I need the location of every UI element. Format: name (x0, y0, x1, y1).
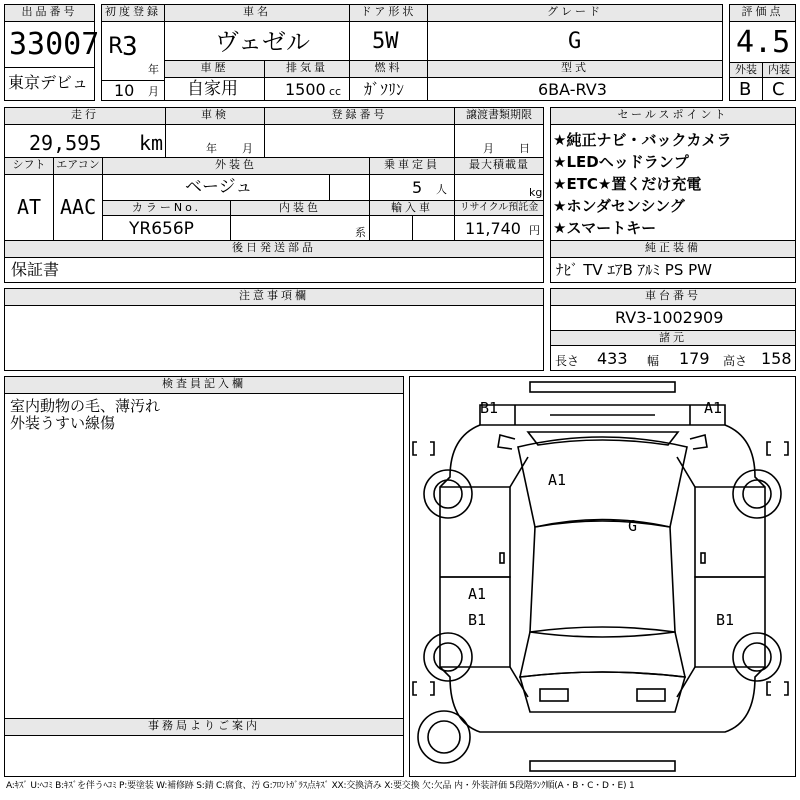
door-cell (349, 21, 428, 61)
grade: G (568, 29, 582, 54)
ac: AAC (60, 195, 97, 219)
interior-header: 内装 (762, 62, 796, 78)
import-cell-2 (412, 215, 455, 241)
fuel-cell (349, 77, 428, 101)
first-reg-cell (101, 21, 165, 81)
lot-number: 33007 (9, 27, 100, 62)
history: 自家用 (187, 79, 238, 99)
ac-cell (53, 174, 103, 241)
recycle-cell (454, 215, 544, 241)
first-reg-month-cell (101, 80, 165, 101)
legend-footer: A:ｷｽﾞ U:ﾍｺﾐ B:ｷｽﾞを伴うﾍｺﾐ P:要塗装 W:補修跡 S:錆 C:腐食、汚 G:ﾌﾛﾝﾄｶﾞﾗｽ点ｷｽﾞ XX:交換済み X:要交換 欠:欠品 内・外装評価 5段階ﾗﾝｸ順(A・B・C・D・E) 1 (6, 781, 635, 791)
mileage-cell (4, 124, 166, 158)
dims-header: 諸元 (550, 330, 796, 346)
damage-mark: A1 (704, 399, 723, 417)
inspector-header: 検査員記入欄 (4, 376, 404, 394)
history-cell (164, 77, 265, 101)
damage-mark: A1 (548, 471, 567, 489)
chassis-number: RV3-1002909 (615, 308, 724, 327)
model-cell (427, 77, 723, 101)
interior-grade: C (772, 79, 785, 100)
inspector-note: 室内動物の毛、薄汚れ (10, 397, 161, 415)
capacity-header: 乗車定員 (369, 157, 455, 175)
kg-unit: kg (529, 186, 543, 199)
height-label: 高さ (723, 354, 748, 368)
equipment-header: 純正装備 (550, 240, 796, 258)
car-outline (410, 377, 795, 776)
exterior-header: 外装 (729, 62, 763, 78)
damage-mark: B1 (468, 611, 487, 629)
notes-header: 注意事項欄 (4, 288, 544, 306)
sales-point: ★純正ナビ・バックカメラ (553, 131, 732, 149)
first-reg-header: 初度登録 (101, 4, 165, 22)
reg-no-cell (264, 124, 455, 158)
color-no: YR656P (129, 219, 194, 239)
car-name-cell (164, 21, 350, 61)
score-header: 評価点 (729, 4, 796, 22)
int-color-header: 内装色 (230, 200, 370, 216)
score: 4.5 (736, 25, 791, 60)
damage-mark: A1 (468, 585, 487, 603)
inspection-month-unit: 月 (242, 142, 253, 155)
length: 433 (597, 349, 628, 368)
transfer-month-unit: 月 (483, 142, 494, 155)
ac-header: エアコン (53, 157, 103, 175)
import-header: 輸入車 (369, 200, 455, 216)
displacement-cell (264, 77, 350, 101)
sales-points-cell (550, 124, 796, 241)
shift: AT (17, 195, 42, 219)
venue-cell (4, 67, 95, 101)
later-parts: 保証書 (11, 260, 60, 279)
sales-point: ★スマートキー (553, 219, 657, 237)
sales-point: ★ホンダセンシング (553, 197, 685, 215)
inspection-year-unit: 年 (206, 142, 217, 155)
lot-number-cell (4, 21, 100, 68)
color-no-header: カラーNo. (102, 200, 231, 216)
mileage: 29,595 (29, 131, 102, 155)
int-color-cell (230, 215, 370, 241)
equipment: ﾅﾋﾞ TV ｴｱB ｱﾙﾐ PS PW (556, 261, 712, 279)
shift-cell (4, 174, 54, 241)
recycle-header: リサイクル預託金 (454, 200, 544, 216)
mileage-header: 走行 (4, 107, 166, 125)
ext-color-cell (102, 174, 330, 201)
year-unit: 年 (148, 63, 159, 76)
lot-number-header: 出品番号 (4, 4, 95, 22)
import-cell-1 (369, 215, 413, 241)
inspection-cell (165, 124, 265, 158)
max-load-cell (454, 174, 544, 201)
int-color-unit: 系 (355, 226, 366, 239)
door-type: 5W (372, 29, 399, 54)
yen-unit: 円 (529, 224, 540, 237)
length-label: 長さ (555, 354, 580, 368)
reg-no-header: 登録番号 (264, 107, 455, 125)
shift-header: シフト (4, 157, 54, 175)
width: 179 (679, 349, 710, 368)
transfer-header: 譲渡書類期限 (454, 107, 544, 125)
chassis-cell (550, 305, 796, 331)
sales-point: ★LEDヘッドランプ (553, 153, 689, 171)
km-unit: km (139, 131, 164, 155)
chassis-header: 車台番号 (550, 288, 796, 306)
later-parts-header: 後日発送部品 (4, 240, 544, 258)
transfer-cell (454, 124, 544, 158)
score-cell (729, 21, 796, 63)
height: 158 (761, 349, 792, 368)
width-label: 幅 (647, 354, 660, 368)
displacement-header: 排気量 (264, 60, 350, 78)
inspector-note: 外装うすい線傷 (10, 414, 116, 432)
transfer-day-unit: 日 (519, 142, 530, 155)
grade-cell (427, 21, 723, 61)
cc-unit: cc (329, 85, 342, 98)
later-parts-cell (4, 257, 544, 283)
inspection-header: 車検 (165, 107, 265, 125)
fuel: ｶﾞｿﾘﾝ (364, 80, 405, 99)
ext-color: ベージュ (185, 177, 253, 197)
history-header: 車歴 (164, 60, 265, 78)
first-reg-year: 3 (122, 32, 138, 62)
month-unit: 月 (148, 85, 159, 98)
grade-header: グレード (427, 4, 723, 22)
office-cell (4, 735, 404, 777)
max-load-header: 最大積載量 (454, 157, 544, 175)
car-name: ヴェゼル (215, 28, 311, 56)
inspector-cell (4, 393, 404, 719)
model-code: 6BA-RV3 (538, 80, 607, 99)
ext-color-spare-cell (329, 174, 370, 201)
venue: 東京デビュ (8, 73, 89, 92)
car-diagram (409, 376, 796, 777)
capacity-cell (369, 174, 455, 201)
office-header: 事務局よりご案内 (4, 718, 404, 736)
displacement: 1500 (285, 80, 326, 99)
ext-color-header: 外装色 (102, 157, 370, 175)
recycle-fee: 11,740 (465, 219, 521, 238)
sales-points-header: セールスポイント (550, 107, 796, 125)
interior-grade-cell (762, 77, 796, 101)
door-header: ドア形状 (349, 4, 428, 22)
model-header: 型式 (427, 60, 723, 78)
exterior-grade-cell (729, 77, 763, 101)
era: R (108, 34, 124, 59)
exterior-grade: B (739, 79, 752, 100)
sales-point: ★ETC★置くだけ充電 (553, 175, 702, 193)
color-no-cell (102, 215, 231, 241)
first-reg-month: 10 (114, 81, 135, 100)
equipment-cell (550, 257, 796, 283)
capacity: 5 (412, 178, 423, 197)
dims-cell (550, 345, 796, 371)
damage-mark: G (628, 517, 638, 535)
car-name-header: 車名 (164, 4, 350, 22)
notes-cell (4, 305, 544, 371)
damage-mark: B1 (716, 611, 735, 629)
damage-mark: B1 (480, 399, 499, 417)
fuel-header: 燃料 (349, 60, 428, 78)
capacity-unit: 人 (436, 183, 447, 196)
